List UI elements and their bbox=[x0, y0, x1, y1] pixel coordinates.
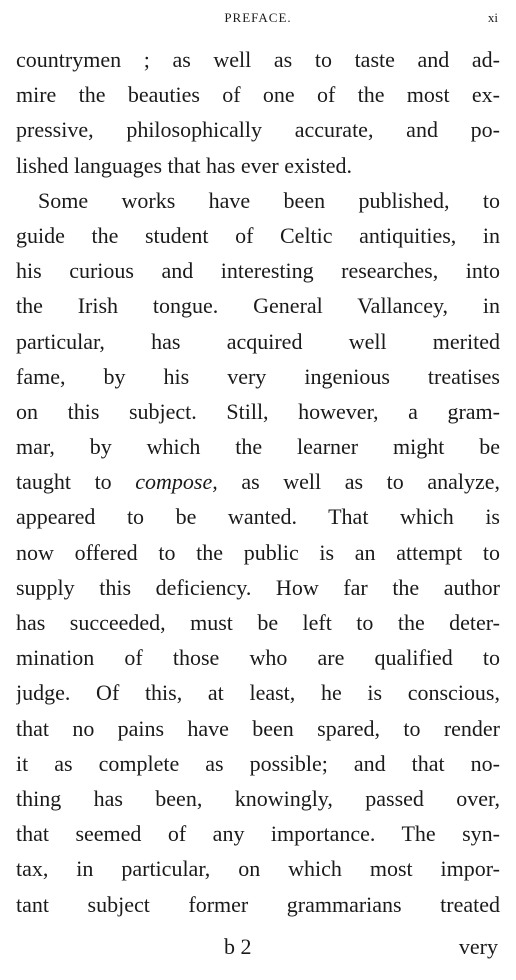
running-title: PREFACE. bbox=[224, 10, 292, 25]
italic-word: compose, bbox=[135, 469, 218, 495]
catchword: very bbox=[458, 934, 498, 959]
text-line: it as complete as possible; and that no- bbox=[16, 750, 500, 776]
text-line: pressive, philosophically accurate, and po- bbox=[16, 117, 500, 143]
page-footer bbox=[0, 934, 516, 966]
text-line: has succeeded, must be left to the deter- bbox=[16, 610, 500, 635]
body-text bbox=[16, 42, 500, 922]
text-line: on this subject. Still, however, a gram- bbox=[16, 398, 500, 424]
text-line: his curious and interesting researches, into bbox=[16, 258, 500, 284]
text-line: the Irish tongue. General Vallancey, in bbox=[16, 293, 500, 319]
text-line: that seemed of any importance. The syn- bbox=[16, 821, 500, 847]
text-line: now offered to the public is an attempt to bbox=[16, 539, 500, 565]
text-line: particular, has acquired well merited bbox=[16, 328, 500, 354]
text-line: Some works have been published, to bbox=[38, 187, 500, 213]
text-line: mire the beauties of one of the most ex- bbox=[16, 82, 500, 108]
text-line: tax, in particular, on which most impor- bbox=[16, 856, 500, 882]
text-line: guide the student of Celtic antiquities, in bbox=[16, 222, 500, 248]
text-line: supply this deficiency. How far the author bbox=[16, 574, 500, 600]
text-segment: as well as to analyze, bbox=[217, 469, 500, 495]
text-segment: taught to bbox=[16, 469, 136, 495]
text-line: countrymen ; as well as to taste and ad- bbox=[16, 47, 500, 72]
text-line: appeared to be wanted. That which is bbox=[16, 504, 500, 530]
text-line: lished languages that has ever existed. bbox=[16, 152, 353, 178]
signature-mark: b 2 bbox=[224, 934, 252, 959]
text-line-with-italic bbox=[16, 464, 500, 499]
page-header bbox=[0, 10, 516, 34]
text-line: that no pains have been spared, to render bbox=[16, 715, 500, 741]
text-line: mar, by which the learner might be bbox=[16, 434, 500, 460]
text-line: judge. Of this, at least, he is conscious, bbox=[16, 680, 500, 706]
text-line: thing has been, knowingly, passed over, bbox=[16, 785, 500, 811]
text-line: tant subject former grammarians treated bbox=[16, 891, 500, 917]
text-line: mination of those who are qualified to bbox=[16, 645, 500, 671]
page-number: xi bbox=[487, 10, 498, 25]
text-line: fame, by his very ingenious treatises bbox=[16, 363, 500, 389]
